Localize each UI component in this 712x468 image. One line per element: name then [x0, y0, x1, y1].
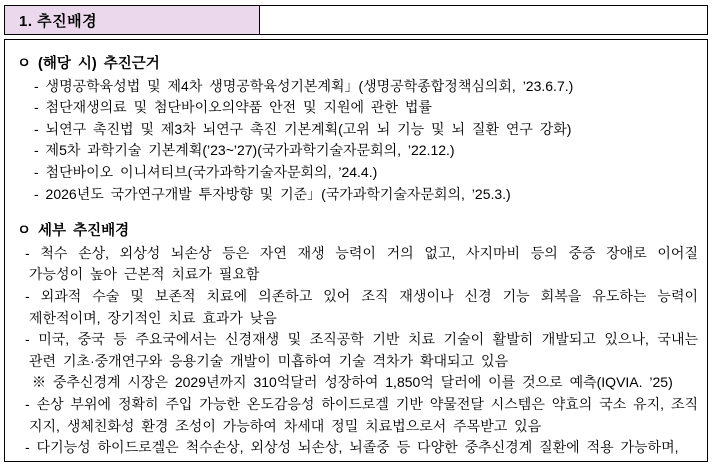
basis-item: - 뇌연구 촉진법 및 제3차 뇌연구 촉진 기본계획(고위 뇌 기능 및 뇌 질환 연구 강화) — [34, 120, 572, 137]
detail-item: - 외과적 수술 및 보존적 치료에 의존하고 있어 조직 재생이나 신경 기능 회복을 유도하는 능력이 제한적이며, 장기적인 치료 효과가 낮음 — [25, 287, 698, 326]
section-title-cell — [4, 5, 260, 35]
detail-note-market-size: ※ 중추신경계 시장은 2029년까지 310억달러 성장하여 1,850억 달러에 이를 것으로 예측(IQVIA. ’25) — [32, 374, 673, 391]
detail-item: - 미국, 중국 등 주요국에서는 신경재생 및 조직공학 기반 치료 기술이 활발히 개발되고 있으나, 국내는 관련 기초·중개연구와 응용기술 개발이 미흡하여 기술 격차가 확대되고 있음 — [25, 331, 698, 369]
basis-item: - 제5차 과학기술 기본계획(’23~’27)(국가과학기술자문회의, ’22.12.) — [34, 142, 455, 159]
detail-item: - 손상 부위에 정확히 주입 가능한 온도감응성 하이드로겔 기반 약물전달 시스템은 약효의 국소 유지, 조직 지지, 생체친화성 환경 조성이 가능하여 차세대 정밀 치료법으로서 주목받고 있음 — [25, 395, 699, 434]
detail-item: - 척수 손상, 외상성 뇌손상 등은 자연 재생 능력이 거의 없고, 사지마비 등의 중증 장애로 이어질 가능성이 높아 근본적 치료가 필요함 — [25, 244, 698, 283]
content-box — [4, 39, 708, 462]
section-header-empty-cell — [260, 5, 708, 35]
basis-item: - 생명공학육성법 및 제4차 생명공학육성기본계획」(생명공학종합정책심의회, ’23.6.7.) — [34, 77, 574, 94]
basis-item: - 첨단재생의료 및 첨단바이오의약품 안전 및 지원에 관한 법률 — [34, 99, 432, 116]
detail-item: - 다기능성 하이드로겔은 척수손상, 외상성 뇌손상, 뇌졸중 등 다양한 중추신경계 질환에 적용 가능하며, — [25, 439, 679, 456]
section-title: 1. 추진배경 — [19, 12, 98, 30]
basis-item: - 첨단바이오 이니셔티브(국가과학기술자문회의, ’24.4.) — [34, 163, 378, 180]
subsection-heading-detail: ㅇ 세부 추진배경 — [17, 223, 130, 240]
subsection-heading-basis: ㅇ (해당 시) 추진근거 — [17, 56, 160, 72]
basis-item: - 2026년도 국가연구개발 투자방향 및 기준」(국가과학기술자문회의, ’25.3.) — [34, 185, 511, 202]
section-header-row — [4, 5, 708, 35]
